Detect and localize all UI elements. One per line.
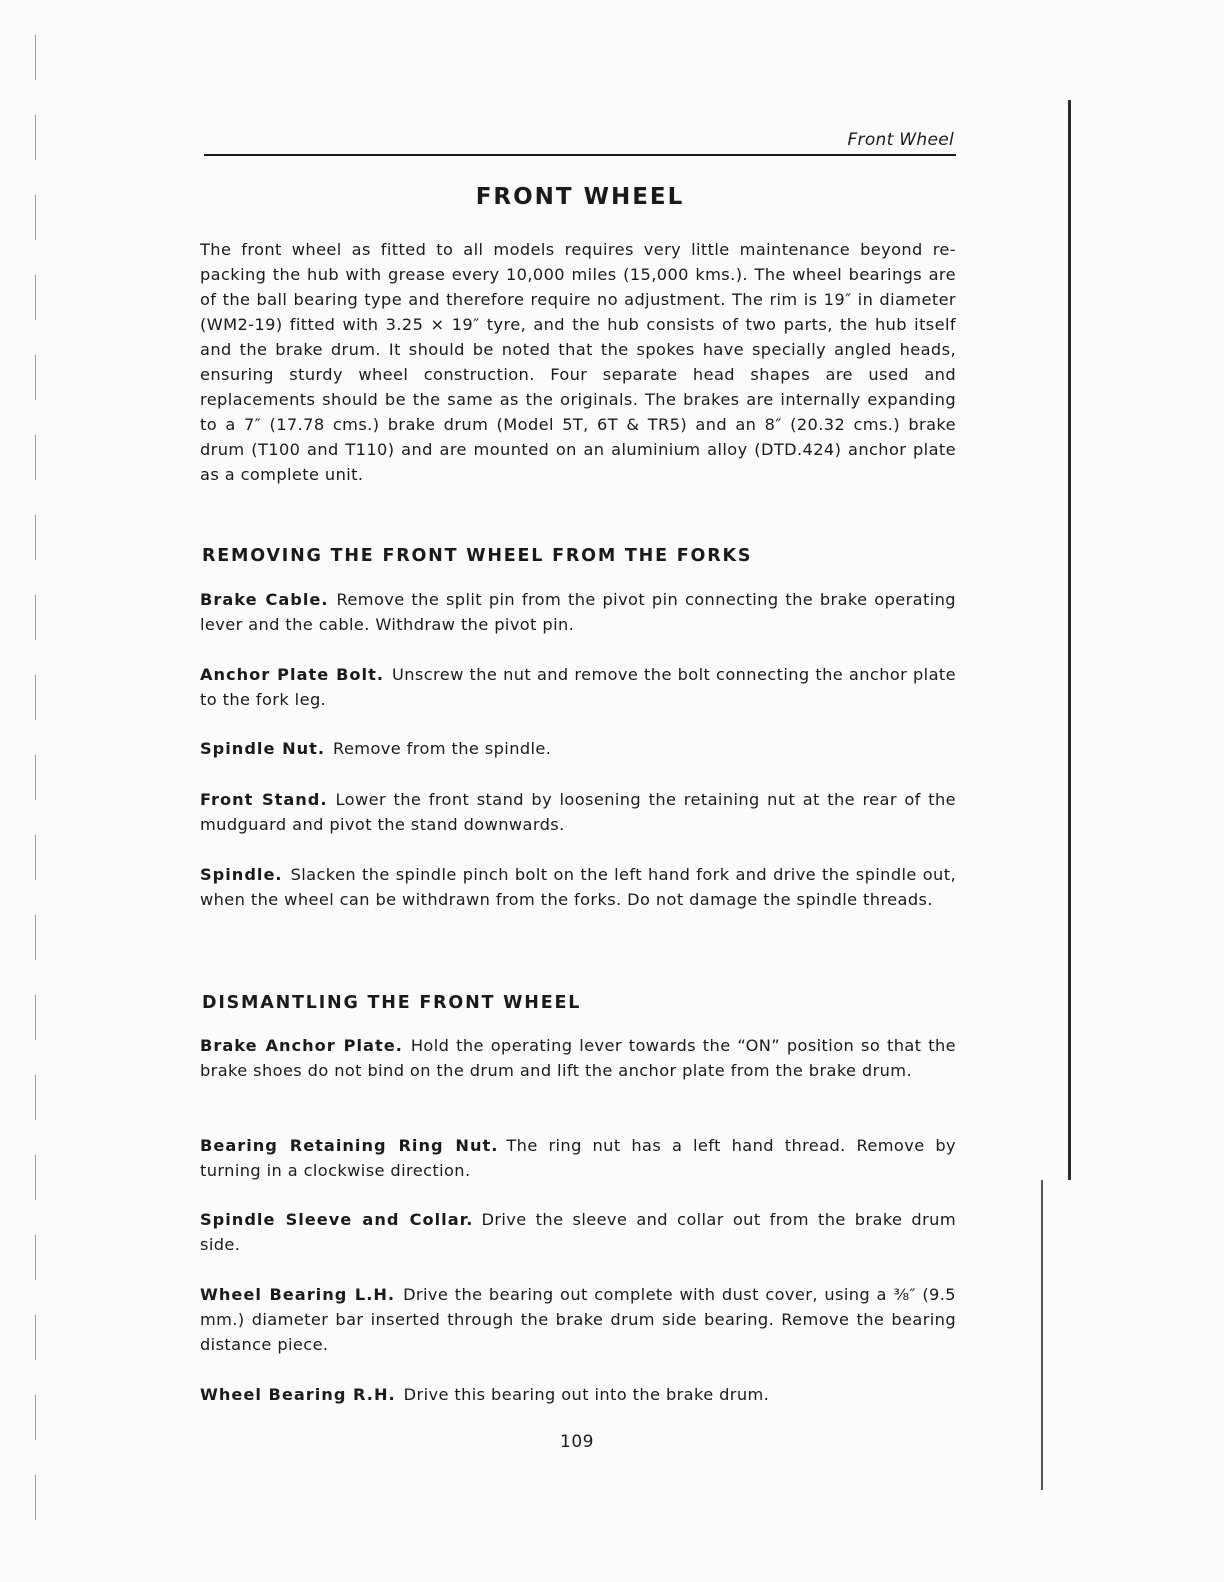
- scan-edge-mark: [35, 435, 36, 480]
- paragraph-spindle: [200, 862, 956, 912]
- paragraph-spindle-nut: [200, 736, 956, 761]
- paragraph-lead: Front Stand.: [200, 790, 328, 809]
- scan-edge-mark: [35, 995, 36, 1040]
- paragraph-front-stand: [200, 787, 956, 837]
- scan-edge-mark: [35, 115, 36, 160]
- paragraph-wheel-bearing-lh: [200, 1282, 956, 1357]
- paragraph-text: Remove the split pin from the pivot pin connecting the brake operating lever and the cable. Withdraw the pivot pin.: [200, 590, 956, 634]
- scan-edge-mark: [35, 915, 36, 960]
- paragraph-text: The ring nut has a left hand thread. Remove by turning in a clockwise direction.: [200, 1136, 956, 1180]
- section-heading-dismantling: DISMANTLING THE FRONT WHEEL: [202, 993, 582, 1013]
- scan-edge-mark: [35, 1155, 36, 1200]
- paragraph-lead: Brake Anchor Plate.: [200, 1036, 403, 1055]
- paragraph-lead: Spindle.: [200, 865, 283, 884]
- scan-edge-mark: [35, 595, 36, 640]
- scan-edge-mark: [35, 675, 36, 720]
- paragraph-text: Drive the sleeve and collar out from the brake drum side.: [200, 1210, 956, 1254]
- paragraph-spindle-sleeve-collar: [200, 1207, 956, 1257]
- scan-edge-mark: [35, 835, 36, 880]
- scan-edge-line: [1068, 100, 1071, 1180]
- scan-edge-mark: [35, 1475, 36, 1520]
- header-rule: [204, 154, 956, 156]
- scan-edge-mark: [35, 355, 36, 400]
- paragraph-text: Hold the operating lever towards the “ON” position so that the brake shoes do not bind on the drum and lift the anchor plate from the brake drum.: [200, 1036, 956, 1080]
- paragraph-lead: Spindle Sleeve and Collar.: [200, 1210, 474, 1229]
- paragraph-anchor-plate-bolt: [200, 662, 956, 712]
- scan-edge-mark: [35, 515, 36, 560]
- paragraph-wheel-bearing-rh: [200, 1382, 956, 1407]
- paragraph-lead: Anchor Plate Bolt.: [200, 665, 384, 684]
- scan-edge-mark: [35, 275, 36, 320]
- paragraph-text: Drive the bearing out complete with dust cover, using a ⅜″ (9.5 mm.) diameter bar inserted through the brake drum side bearing. Remove the bearing distance piece.: [200, 1285, 956, 1354]
- intro-paragraph: The front wheel as fitted to all models requires very little maintenance beyond re-packing the hub with grease every 10,000 miles (15,000 kms.). The wheel bearings are of the ball bearing type and therefore require no adjustment. The rim is 19″ in diameter (WM2-19) fitted with 3.25 × 19″ tyre, and the hub consists of two parts, the hub itself and the brake drum. It should be noted that the spokes have specially angled heads, ensuring sturdy wheel construction. Four separate head shapes are used and replacements should be the same as the originals. The brakes are internally expanding to a 7″ (17.78 cms.) brake drum (Model 5T, 6T & TR5) and an 8″ (20.32 cms.) brake drum (T100 and T110) and are mounted on an aluminium alloy (DTD.424) anchor plate as a complete unit.: [200, 240, 956, 484]
- paragraph-bearing-retaining-ring-nut: [200, 1133, 956, 1183]
- paragraph-text: Unscrew the nut and remove the bolt connecting the anchor plate to the fork leg.: [200, 665, 957, 709]
- page-title: FRONT WHEEL: [475, 184, 685, 210]
- paragraph-lead: Bearing Retaining Ring Nut.: [200, 1136, 499, 1155]
- scan-edge-mark: [35, 1075, 36, 1120]
- paragraph-lead: Spindle Nut.: [200, 739, 326, 758]
- paragraph-lead: Wheel Bearing L.H.: [200, 1285, 396, 1304]
- paragraph-text: Lower the front stand by loosening the retaining nut at the rear of the mudguard and pivot the stand downwards.: [200, 790, 957, 834]
- paragraph-text: Remove from the spindle.: [333, 739, 552, 758]
- scan-edge-mark: [35, 1235, 36, 1280]
- scan-edge-mark: [35, 195, 36, 240]
- running-header: Front Wheel: [847, 130, 954, 150]
- section-heading-removing: REMOVING THE FRONT WHEEL FROM THE FORKS: [202, 546, 753, 566]
- paragraph-lead: Wheel Bearing R.H.: [200, 1385, 396, 1404]
- page-number: 109: [560, 1432, 594, 1452]
- scan-edge-mark: [35, 35, 36, 80]
- paragraph-text: Slacken the spindle pinch bolt on the left hand fork and drive the spindle out, when the wheel can be withdrawn from the forks. Do not damage the spindle threads.: [200, 865, 956, 909]
- scan-edge-mark: [35, 755, 36, 800]
- paragraph-text: Drive this bearing out into the brake drum.: [403, 1385, 770, 1404]
- paragraph-lead: Brake Cable.: [200, 590, 329, 609]
- paragraph-brake-cable: [200, 587, 956, 637]
- paragraph-brake-anchor-plate: [200, 1033, 956, 1083]
- scan-edge-mark: [35, 1315, 36, 1360]
